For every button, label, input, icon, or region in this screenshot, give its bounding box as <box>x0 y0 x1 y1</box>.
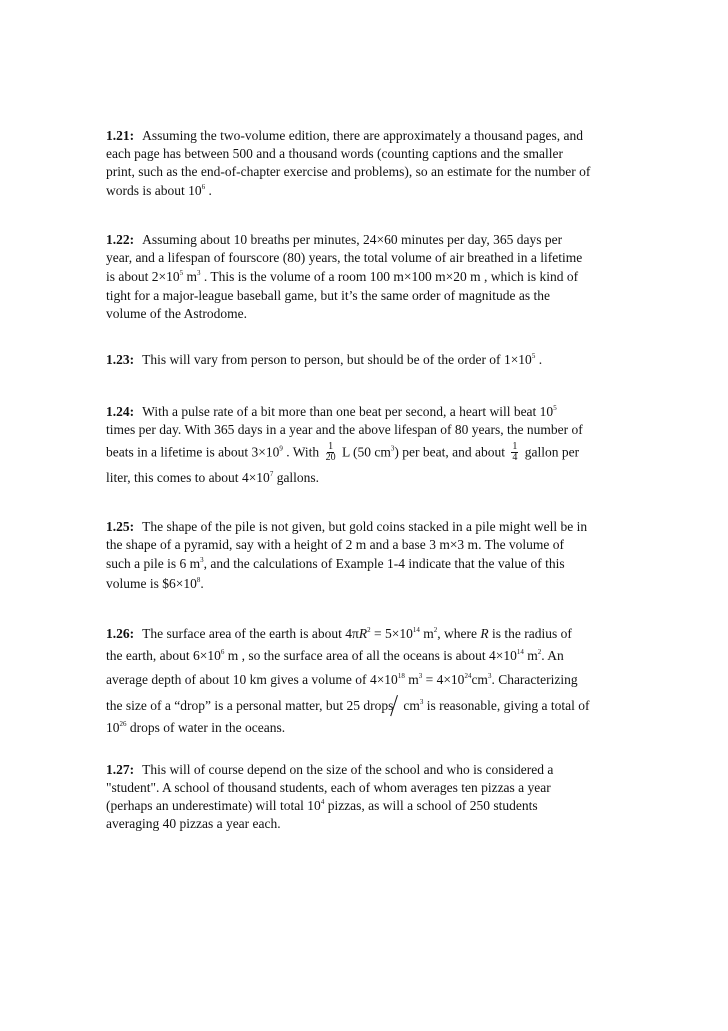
text-line: year, and a lifespan of fourscore (80) years, the total volume of air breathed in a lifetime <box>106 250 583 265</box>
text: drops of water in the oceans. <box>129 720 286 735</box>
math: m <box>527 648 538 663</box>
exponent: 3 <box>418 672 423 680</box>
denominator: 20 <box>325 452 336 463</box>
text: (perhaps an underestimate) will total 10 <box>106 798 321 813</box>
text: the size of a “drop” is a personal matter, but 25 drops <box>106 698 394 714</box>
text: is the radius of <box>491 626 572 641</box>
fraction <box>326 442 336 463</box>
text: With a pulse rate of a bit more than one beat per second, a heart will beat 10 <box>142 404 554 419</box>
exponent: 3 <box>200 556 204 564</box>
text-line <box>106 128 583 144</box>
text: . <box>200 576 204 591</box>
exponent: 9 <box>279 444 283 453</box>
division-slash <box>394 695 402 715</box>
math: 24×60 <box>362 232 398 247</box>
text-line <box>106 626 572 642</box>
text: , which is kind of <box>483 269 579 284</box>
text: This will vary from person to person, but should be of the order of <box>142 352 501 367</box>
exponent: 18 <box>397 672 405 680</box>
exponent: 4 <box>320 798 325 806</box>
text-line <box>106 556 565 572</box>
problem-number: 1.27: <box>106 762 135 777</box>
math: = 5×10 <box>373 626 413 641</box>
exponent: 2 <box>433 626 438 634</box>
text: such a pile is <box>106 556 177 571</box>
text-line <box>106 269 578 285</box>
text: Assuming the two-volume edition, there are approximately a thousand pages, and <box>142 128 584 143</box>
problem-number: 1.22: <box>106 232 135 247</box>
text-line <box>106 443 579 464</box>
exponent: 14 <box>516 648 524 656</box>
text: R <box>480 626 489 641</box>
problem-number: 1.24: <box>106 404 135 419</box>
exponent: 2 <box>367 626 371 634</box>
text-line: tight for a major-league baseball game, but it’s the same order of magnitude as the <box>106 288 550 303</box>
exponent: 3 <box>419 698 424 707</box>
math: 2×10 <box>151 269 180 284</box>
text: is reasonable, giving a total of <box>426 698 590 714</box>
math: 3×10 <box>251 444 280 460</box>
math: cm <box>403 698 420 714</box>
math: 1×10 <box>503 352 532 367</box>
text: . <box>205 183 212 198</box>
math: m <box>408 672 419 687</box>
math: m <box>183 269 198 284</box>
text: . This is the volume of a room <box>203 269 367 284</box>
exponent: 24 <box>464 672 472 680</box>
math: 4×10 <box>489 648 517 663</box>
text-line: times per day. With 365 days in a year and the above lifespan of 80 years, the number of <box>106 422 583 437</box>
text-line <box>106 798 538 814</box>
text: gallons. <box>276 470 320 485</box>
numerator: 1 <box>328 441 334 452</box>
text-line: averaging 40 pizzas a year each. <box>106 816 281 831</box>
problem-number: 1.25: <box>106 519 135 534</box>
exponent: 6 <box>201 183 206 191</box>
math: 100 m×100 m×20 m <box>369 269 481 284</box>
exponent: 8 <box>196 576 201 584</box>
text: . <box>538 352 543 367</box>
text: ) per beat, and about <box>394 444 505 460</box>
math: m <box>423 626 434 641</box>
denominator: 4 <box>512 452 518 463</box>
problem-number: 1.23: <box>106 352 135 367</box>
math: 2 m <box>345 537 367 552</box>
text-line <box>106 183 212 199</box>
math: 10 <box>106 720 120 735</box>
math: m <box>227 648 239 663</box>
numerator: 1 <box>512 441 518 452</box>
text-line <box>106 537 564 553</box>
text: average depth of about 10 km gives a volume of <box>106 672 367 687</box>
text: volume is <box>106 576 159 591</box>
text-line: "student". A school of thousand students, each of whom averages ten pizzas a year <box>106 780 551 795</box>
math: 6×10 <box>192 648 221 663</box>
math: $6×10 <box>162 576 197 591</box>
text-line <box>106 519 587 535</box>
exponent: 6 <box>220 648 225 656</box>
text-line <box>106 404 557 420</box>
text-line: print, such as the end-of-chapter exercise and problems), so an estimate for the number of <box>106 164 591 179</box>
text: beats in a lifetime is about <box>106 444 249 460</box>
text: , and the calculations of Example 1-4 indicate that the value of this <box>203 556 565 571</box>
text: The shape of the pile is not given, but gold coins stacked in a pile might well be in <box>142 519 588 534</box>
text: and a base <box>369 537 426 552</box>
text-line <box>106 720 285 736</box>
text-line <box>106 697 589 717</box>
text: Assuming about 10 breaths per minutes, <box>142 232 360 247</box>
exponent: 3 <box>197 269 201 277</box>
text: , so the surface area of all the oceans is about <box>241 648 486 663</box>
exponent: 5 <box>553 404 557 412</box>
text-line: volume of the Astrodome. <box>106 306 247 321</box>
exponent: 3 <box>487 672 492 680</box>
text: the shape of a pyramid, say with a height of <box>106 537 343 552</box>
text: . The volume of <box>478 537 565 552</box>
math: 3 m×3 m <box>429 537 479 552</box>
text: words is about 10 <box>106 183 202 198</box>
exponent: 7 <box>269 470 274 478</box>
exponent: 26 <box>119 720 127 728</box>
exponent: 5 <box>531 352 536 360</box>
math: 4π <box>345 626 359 641</box>
text-line <box>106 470 319 486</box>
text: . Characterizing <box>491 672 578 687</box>
text: minutes per day, 365 days per <box>400 232 563 247</box>
problem-number: 1.21: <box>106 128 135 143</box>
text: is about <box>106 269 149 284</box>
text-line <box>106 672 578 688</box>
problem-number: 1.26: <box>106 626 135 641</box>
math: 4×10 <box>369 672 398 687</box>
text-line <box>106 352 542 368</box>
text-line <box>106 232 562 248</box>
text-line <box>106 648 564 664</box>
text: L (50 cm <box>341 444 391 460</box>
text-line <box>106 576 204 592</box>
exponent: 5 <box>179 269 184 277</box>
math: = 4×10 <box>425 672 465 687</box>
text: pizzas, as will a school of 250 students <box>324 798 538 813</box>
text: liter, this comes to about <box>106 470 239 485</box>
text: . An <box>541 648 564 663</box>
fraction <box>511 442 518 463</box>
text: the earth, about <box>106 648 190 663</box>
exponent: 2 <box>537 648 542 656</box>
exponent: 3 <box>390 444 395 453</box>
math: R <box>358 626 368 641</box>
text: gallon per <box>524 444 580 460</box>
text: . With <box>286 444 320 460</box>
text-line <box>106 762 553 778</box>
math: cm <box>471 672 488 687</box>
text: This will of course depend on the size of the school and who is considered a <box>142 762 554 777</box>
text: , where <box>437 626 477 641</box>
math: 4×10 <box>241 470 270 485</box>
math: 6 m <box>179 556 201 571</box>
text: The surface area of the earth is about <box>142 626 342 641</box>
exponent: 14 <box>412 626 420 634</box>
text-line: each page has between 500 and a thousand words (counting captions and the smaller <box>106 146 563 161</box>
